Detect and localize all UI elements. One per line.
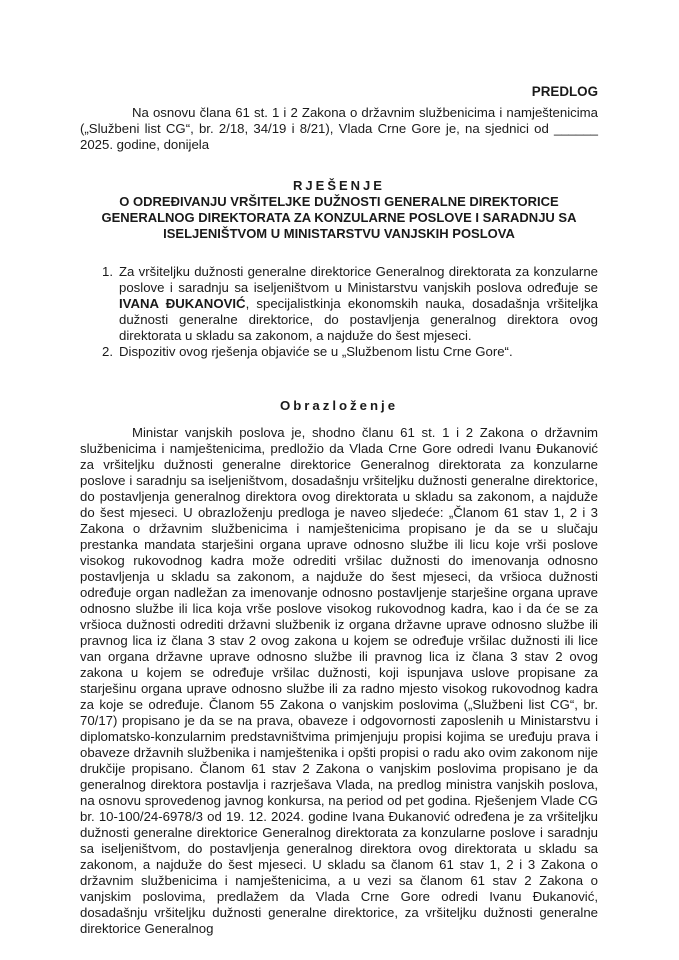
dispositive-list — [80, 264, 598, 360]
appointee-name: IVANA ĐUKANOVIĆ — [119, 296, 246, 311]
list-item-text-after: , specijalistkinja ekonomskih nauka, dosadašnja vršiteljka dužnosti generalne direktorice, do postavljenja generalnog direktora ovog direktorata u skladu sa zakonom, a najduže do šest mjeseci. — [119, 296, 598, 343]
list-item-text: Dispozitiv ovog rješenja objaviće se u „Službenom listu Crne Gore“. — [119, 344, 513, 359]
explanation-heading: Obrazloženje — [279, 398, 399, 413]
decision-title-line-1: O ODREĐIVANJU VRŠITELJKE DUŽNOSTI GENERALNE DIREKTORICE — [119, 194, 559, 209]
list-item — [80, 344, 598, 360]
list-item-number: 1. — [102, 264, 113, 279]
list-item-number: 2. — [102, 344, 113, 359]
decision-title-line-3: ISELJENIŠTVOM U MINISTARSTVU VANJSKIH POSLOVA — [163, 226, 515, 241]
document-label: PREDLOG — [531, 84, 598, 99]
decision-title-line-2: GENERALNOG DIREKTORATA ZA KONZULARNE POSLOVE I SARADNJU SA — [101, 210, 577, 225]
list-item — [80, 264, 598, 344]
intro-paragraph: Na osnovu člana 61 st. 1 i 2 Zakona o državnim službenicima i namještenicima („Službeni list CG“, br. 2/18, 34/19 i 8/21), Vlada Crne Gore je, na sjednici od ______ 2025. godine, donijela — [80, 105, 598, 152]
list-item-text-before: Za vršiteljku dužnosti generalne direktorice Generalnog direktorata za konzularne poslove i saradnju sa iseljeništvom u Ministarstvu vanjskih poslova određuje se — [119, 264, 598, 295]
explanation-paragraph: Ministar vanjskih poslova je, shodno članu 61 st. 1 i 2 Zakona o državnim službenicima i namještenicima, predložio da Vlada Crne Gore odredi Ivanu Đukanović za vršiteljku dužnosti generalne direktorice Generalnog direktorata za konzularne poslove i saradnju sa iseljeništvom, dosadašnju vršiteljku dužnosti generalne direktorice, do postavljenja generalnog direktora ovog direktorata u skladu sa zakonom, a najduže do šest mjeseci. U obrazloženju predloga je naveo sljedeće: „Članom 61 stav 1, 2 i 3 Zakona o državnim službenicima i namještenicima propisano je da se u slučaju prestanka mandata starješini organa uprave odnosno službe ili licu koje vrši poslove visokog rukovodnog kadra može odrediti vršilac dužnosti do imenovanja odnosno postavljenja u skladu sa zakonom, a najduže do šest mjeseci, da vršioca dužnosti određuje organ nadležan za imenovanje odnosno postavljenje starješine organa uprave odnosno službe ili lica koja vrše poslove visokog rukovodnog kadra, kao i da će se za vršioca dužnosti odrediti državni službenik iz organa državne uprave odnosno službe ili pravnog lica iz člana 3 stav 2 ovog zakona u kojem se određuje vršilac dužnosti ili lice van organa državne uprave odnosno službe ili pravnog lica iz člana 3 stav 2 ovog zakona u kojem se određuje vršilac dužnosti, koji ispunjava uslove propisane za starješinu organa uprave odnosno službe ili za radno mjesto visokog rukovodnog kadra za koje se određuje. Članom 55 Zakona o vanjskim poslovima („Službeni list CG“, br. 70/17) propisano je da se na prava, obaveze i odgovornosti zaposlenih u Ministarstvu i diplomatsko-konzularnim predstavništvima primjenjuju propisi kojima se uređuju prava i obaveze državnih službenika i namještenika i opšti propisi o radu ako ovim zakonom nije drukčije propisano. Članom 61 stav 2 Zakona o vanjskim poslovima propisano je da generalnog direktora postavlja i razrješava Vlada, na predlog ministra vanjskih poslova, na osnovu sprovedenog javnog konkursa, na period od pet godina. Rješenjem Vlade CG br. 10-100/24-6978/3 od 19. 12. 2024. godine Ivana Đukanović određena je za vršiteljku dužnosti generalne direktorice Generalnog direktorata za konzularne poslove i saradnju sa iseljeništvom, do postavljenja generalnog direktora ovog direktorata u skladu sa zakonom, a najduže do šest mjeseci. U skladu sa članom 61 stav 1, 2 i 3 Zakona o državnim službenicima i namještenicima, a u vezi sa članom 61 stav 2 Zakona o vanjskim poslovima, predlažem da Vlada Crne Gore odredi Ivanu Đukanović, dosadašnju vršiteljku dužnosti generalne direktorice, za vršiteljku dužnosti generalne direktorice Generalnog — [80, 425, 598, 936]
decision-heading: RJEŠENJE — [293, 178, 385, 193]
decision-title — [60, 178, 618, 242]
